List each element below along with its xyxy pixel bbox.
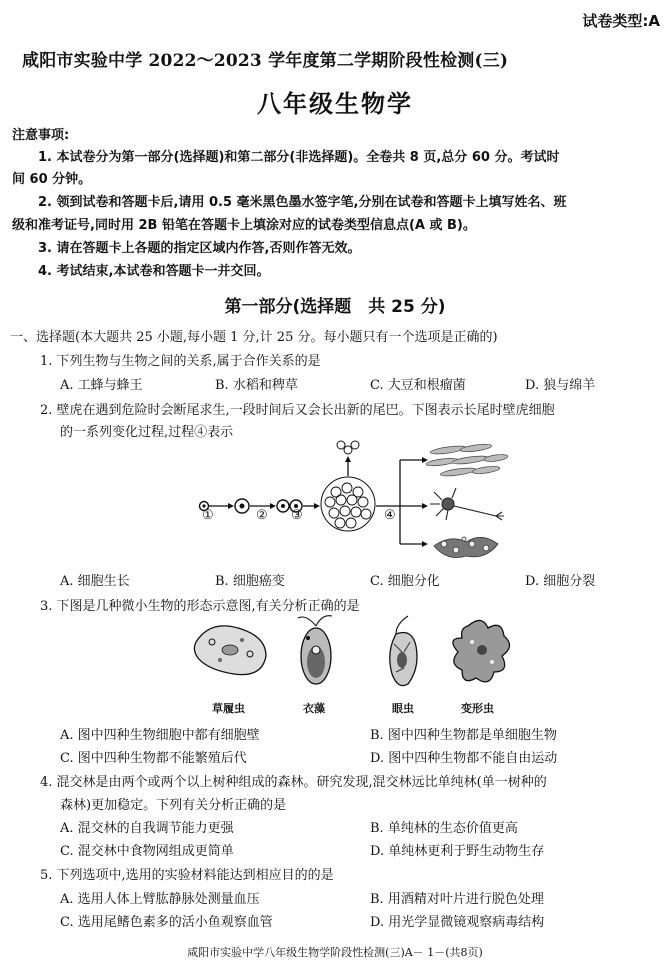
process-label-3: ③ xyxy=(291,508,303,523)
label-amoeba: 变形虫 xyxy=(461,702,494,715)
subject-title: 八年级生物学 xyxy=(257,90,413,118)
cell-cluster-icon xyxy=(321,477,375,531)
q2-option-c: C. 细胞分化 xyxy=(370,574,440,589)
notice-heading: 注意事项: xyxy=(12,128,70,143)
notice-line-4: 级和准考证号,同时用 2B 铅笔在答题卡上填涂对应的试卷类型信息点(A 或 B)。 xyxy=(12,218,476,233)
q5-option-a: A. 选用人体上臂肱静脉处测量血压 xyxy=(60,892,260,907)
part1-title: 第一部分(选择题 共 25 分) xyxy=(224,297,446,317)
q1-option-d: D. 狼与绵羊 xyxy=(525,378,596,393)
amoeba-icon xyxy=(453,620,510,681)
q3-option-a: A. 图中四种生物细胞中都有细胞壁 xyxy=(60,728,260,743)
paper-type-label: 试卷类型:A xyxy=(582,12,660,30)
q4-stem-line1: 4. 混交林是由两个或两个以上树种组成的森林。研究发现,混交林远比单纯林(单一树种的 xyxy=(40,775,547,790)
q4-option-a: A. 混交林的自我调节能力更强 xyxy=(60,821,234,836)
q2-stem-line1: 2. 壁虎在遇到危险时会断尾求生,一段时间后又会长出新的尾巴。下图表示长尾时壁虎细胞 xyxy=(40,403,555,418)
notice-line-2: 间 60 分钟。 xyxy=(12,172,92,187)
chlamydomonas-icon xyxy=(298,616,332,684)
q3-option-b: B. 图中四种生物都是单细胞生物 xyxy=(370,728,557,743)
q5-option-b: B. 用酒精对叶片进行脱色处理 xyxy=(370,892,544,907)
enlarged-cell-icon xyxy=(235,499,249,513)
q3-option-d: D. 图中四种生物都不能自由运动 xyxy=(370,751,558,766)
cell-process-figure xyxy=(190,438,510,566)
section-intro: 一、选择题(本大题共 25 小题,每小题 1 分,计 25 分。每小题只有一个选项是正确的) xyxy=(10,330,498,345)
label-paramecium: 草履虫 xyxy=(212,702,245,715)
neuron-icon xyxy=(430,488,504,520)
label-chlamydomonas: 衣藻 xyxy=(303,702,325,715)
q1-option-c: C. 大豆和根瘤菌 xyxy=(370,378,466,393)
q5-stem: 5. 下列选项中,选用的实验材料能达到相应目的的是 xyxy=(40,868,334,883)
q2-stem-line2: 的一系列变化过程,过程④表示 xyxy=(60,425,234,440)
q3-option-c: C. 图中四种生物都不能繁殖后代 xyxy=(60,751,247,766)
notice-line-5: 3. 请在答题卡上各题的指定区域内作答,否则作答无效。 xyxy=(38,241,361,256)
new-cells-icon xyxy=(337,441,359,454)
q1-option-a: A. 工蜂与蜂王 xyxy=(60,378,143,393)
page-footer: 咸阳市实验中学八年级生物学阶段性检测(三)A－ 1－(共8页) xyxy=(187,946,483,959)
notice-line-1: 1. 本试卷分为第一部分(选择题)和第二部分(非选择题)。全卷共 8 页,总分 60 分。考试时 xyxy=(38,150,560,165)
q2-option-d: D. 细胞分裂 xyxy=(525,574,596,589)
q2-option-a: A. 细胞生长 xyxy=(60,574,130,589)
process-label-2: ② xyxy=(256,508,268,523)
school-title: 咸阳市实验中学 2022～2023 学年度第二学期阶段性检测(三) xyxy=(22,51,509,71)
q1-stem: 1. 下列生物与生物之间的关系,属于合作关系的是 xyxy=(40,354,321,369)
q4-option-c: C. 混交林中食物网组成更简单 xyxy=(60,844,234,859)
q1-option-b: B. 水稻和稗草 xyxy=(215,378,298,393)
q2-option-b: B. 细胞癌变 xyxy=(215,574,285,589)
euglena-icon xyxy=(390,616,417,686)
label-euglena: 眼虫 xyxy=(392,702,414,715)
microorganisms-figure xyxy=(190,612,520,702)
muscle-tissue-icon xyxy=(426,443,509,478)
notice-line-3: 2. 领到试卷和答题卡后,请用 0.5 毫米黑色墨水签字笔,分别在试卷和答题卡上填写姓名、班 xyxy=(38,195,567,210)
q3-stem: 3. 下图是几种微小生物的形态示意图,有关分析正确的是 xyxy=(40,599,360,614)
connective-tissue-icon xyxy=(434,537,498,558)
q4-stem-line2: 森林)更加稳定。下列有关分析正确的是 xyxy=(60,798,287,813)
q4-option-b: B. 单纯林的生态价值更高 xyxy=(370,821,518,836)
process-label-4: ④ xyxy=(384,508,396,523)
q4-option-d: D. 单纯林更利于野生动物生存 xyxy=(370,844,545,859)
q5-option-c: C. 选用尾鳍色素多的活小鱼观察血管 xyxy=(60,915,273,930)
process-label-1: ① xyxy=(202,508,214,523)
notice-line-6: 4. 考试结束,本试卷和答题卡一并交回。 xyxy=(38,264,270,279)
paramecium-icon xyxy=(194,626,266,675)
q5-option-d: D. 用光学显微镜观察病毒结构 xyxy=(370,915,545,930)
